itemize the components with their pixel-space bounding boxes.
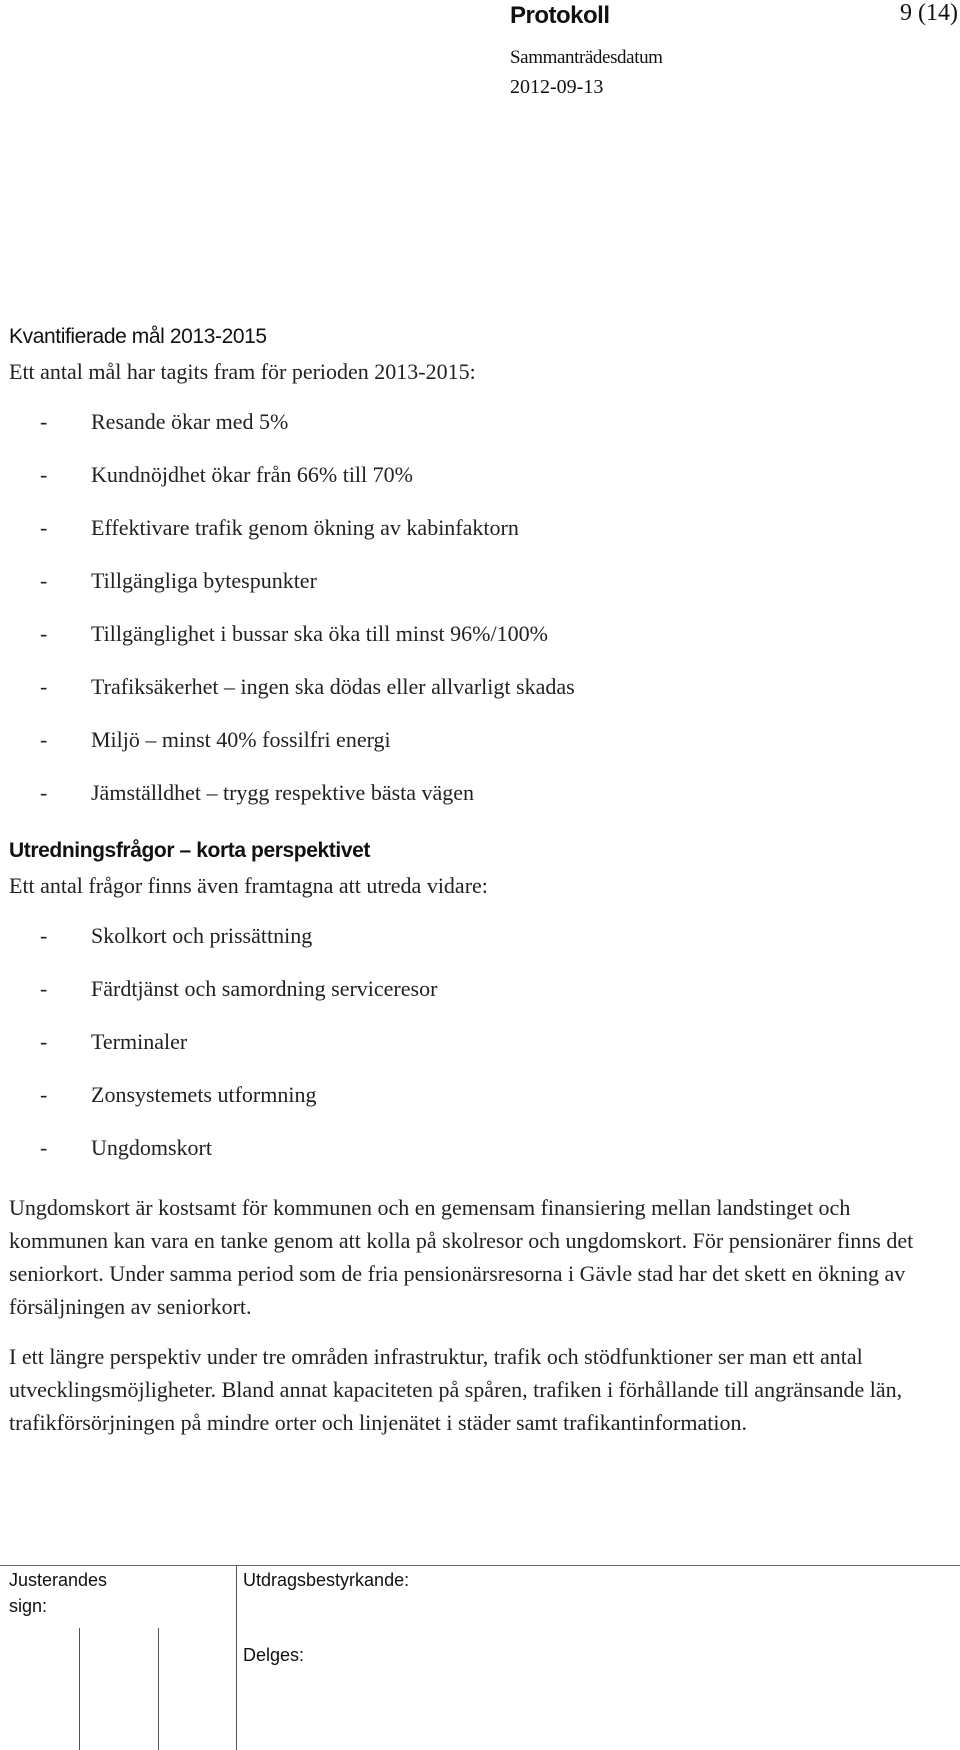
- body-paragraph: I ett längre perspektiv under tre områden infrastruktur, trafik och stödfunktioner ser man ett antal utvecklingsmöjligheter. Bland annat kapaciteten på spåren, trafiken i förhållande till angränsande län, trafikförsörjningen på mindre orter och linjenätet i städer samt trafikantinformation.: [9, 1344, 903, 1435]
- list-item: - Resande ökar med 5%: [40, 409, 289, 434]
- footer-label-justerandes: Justerandes: [9, 1570, 108, 1590]
- list-item-text: Jämställdhet – trygg respektive bästa vägen: [91, 780, 475, 805]
- footer-column-divider: [236, 1565, 237, 1750]
- list-item-text: Tillgänglighet i bussar ska öka till minst 96%/100%: [91, 621, 548, 646]
- list-item-text: Terminaler: [91, 1029, 188, 1054]
- section-intro-questions: Ett antal frågor finns även framtagna att utreda vidare:: [9, 873, 488, 898]
- body-paragraph: Ungdomskort är kostsamt för kommunen och en gemensam finansiering mellan landstinget och kommunen kan vara en tanke genom att kolla på skolresor och ungdomskort. För pensionärer finns det seniorkort. Under samma period som de fria pensionärsresorna i Gävle stad har det skett en ökning av försäljningen av seniorkort.: [9, 1195, 914, 1319]
- list-item-text: Kundnöjdhet ökar från 66% till 70%: [91, 462, 413, 487]
- list-item-text: Skolkort och prissättning: [91, 923, 313, 948]
- list-item-text: Resande ökar med 5%: [91, 409, 289, 434]
- meeting-date: 2012-09-13: [510, 76, 604, 98]
- goals-list: [9, 408, 949, 806]
- list-item: - Tillgänglighet i bussar ska öka till minst 96%/100%: [40, 621, 548, 646]
- list-item: - Trafiksäkerhet – ingen ska dödas eller allvarligt skadas: [40, 674, 575, 699]
- footer-label-utdragsbestyrkande: Utdragsbestyrkande:: [243, 1570, 410, 1590]
- list-item: - Effektivare trafik genom ökning av kabinfaktorn: [40, 515, 519, 540]
- list-item-text: Ungdomskort: [91, 1135, 212, 1160]
- list-item-text: Zonsystemets utformning: [91, 1082, 317, 1107]
- list-item-text: Miljö – minst 40% fossilfri energi: [91, 727, 391, 752]
- list-item-text: Tillgängliga bytespunkter: [91, 568, 317, 593]
- list-item: - Zonsystemets utformning: [40, 1082, 317, 1107]
- list-item: - Färdtjänst och samordning serviceresor: [40, 976, 438, 1001]
- questions-list: [9, 922, 949, 1161]
- list-item: - Miljö – minst 40% fossilfri energi: [40, 727, 391, 752]
- footer-label-delges: Delges:: [243, 1645, 305, 1665]
- meeting-date-label: Sammanträdesdatum: [510, 47, 663, 68]
- list-item: - Tillgängliga bytespunkter: [40, 568, 317, 593]
- list-item: - Terminaler: [40, 1029, 188, 1054]
- signature-box-divider: [158, 1628, 159, 1750]
- list-item-text: Trafiksäkerhet – ingen ska dödas eller allvarligt skadas: [91, 674, 575, 699]
- document-body: [9, 320, 949, 1439]
- section-heading-investigation-questions: Utredningsfrågor – korta perspektivet: [9, 839, 370, 862]
- list-item: - Kundnöjdhet ökar från 66% till 70%: [40, 462, 413, 487]
- list-item-text: Effektivare trafik genom ökning av kabinfaktorn: [91, 515, 519, 540]
- document-title: Protokoll: [510, 2, 610, 29]
- list-item-text: Färdtjänst och samordning serviceresor: [91, 976, 438, 1001]
- section-heading-quantified-goals: Kvantifierade mål 2013-2015: [9, 325, 267, 348]
- footer-divider: [0, 1565, 960, 1566]
- list-item: - Jämställdhet – trygg respektive bästa vägen: [40, 780, 475, 805]
- signature-box-divider: [79, 1628, 80, 1750]
- section-intro-goals: Ett antal mål har tagits fram för perioden 2013-2015:: [9, 359, 476, 384]
- footer-label-sign: sign:: [9, 1596, 48, 1616]
- page-number: 9 (14): [900, 0, 958, 26]
- list-item: - Skolkort och prissättning: [40, 923, 313, 948]
- list-item: - Ungdomskort: [40, 1135, 212, 1160]
